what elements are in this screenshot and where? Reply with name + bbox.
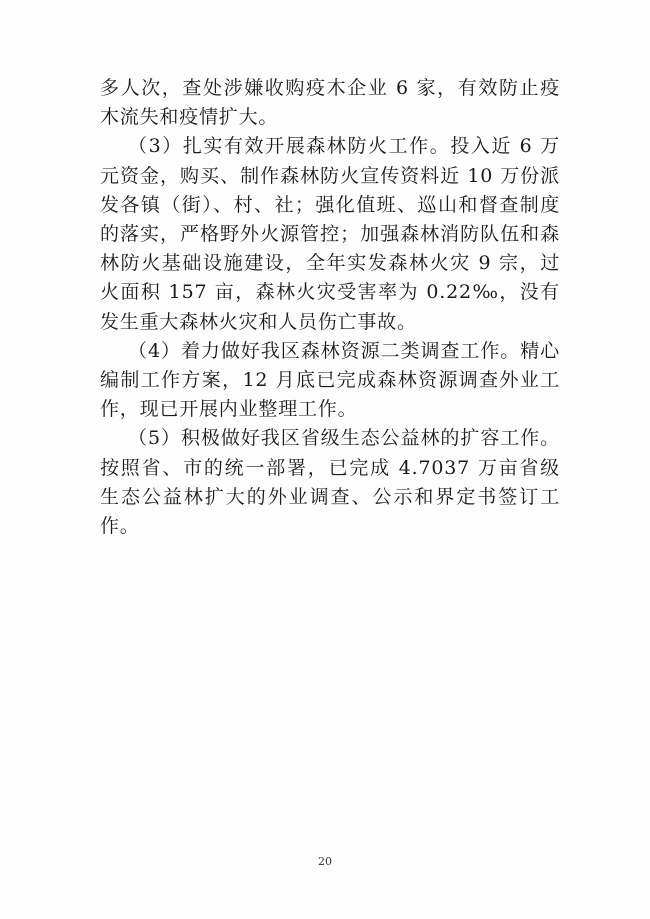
paragraph-ecological-forest-expansion: （5）积极做好我区省级生态公益林的扩容工作。按照省、市的统一部署，已完成 4.7037 万亩省级生态公益林扩大的外业调查、公示和界定书签订工作。 bbox=[100, 427, 560, 538]
document-body bbox=[100, 74, 560, 541]
paragraph-continued: 多人次，查处涉嫌收购疫木企业 6 家，有效防止疫木流失和疫情扩大。 bbox=[100, 77, 560, 129]
paragraph-forest-resource-survey: （4）着力做好我区森林资源二类调查工作。精心编制工作方案，12 月底已完成森林资源调查外业工作，现已开展内业整理工作。 bbox=[100, 339, 560, 421]
page-number: 20 bbox=[318, 855, 332, 868]
paragraph-forest-fire-prevention: （3）扎实有效开展森林防火工作。投入近 6 万元资金，购买、制作森林防火宣传资料近 10 万份派发各镇（街）、村、社；强化值班、巡山和督查制度的落实，严格野外火源管控；加强森林消防队伍和森林防火基础设施建设，全年实发森林火灾 9 宗，过火面积 157 亩，森林火灾受害率为 0.22‰，没有发生重大森林火灾和人员伤亡事故。 bbox=[100, 135, 560, 333]
